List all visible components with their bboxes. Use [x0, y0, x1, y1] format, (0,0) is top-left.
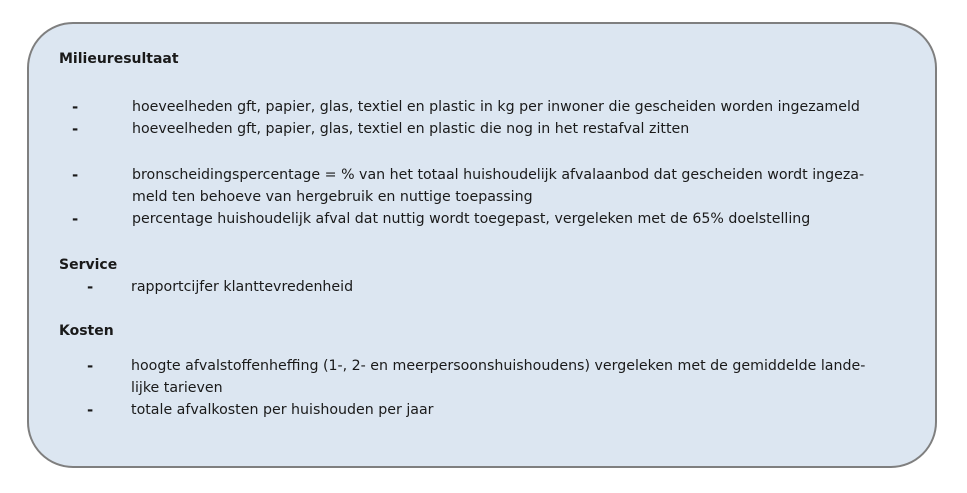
section-heading-milieuresultaat: Milieuresultaat: [59, 51, 179, 67]
list-item-bullet: -: [72, 120, 79, 138]
list-item-bullet: -: [72, 98, 79, 116]
list-item-bullet: -: [87, 278, 94, 296]
list-item-text-continued: lijke tarieven: [131, 380, 223, 396]
list-item-text-continued: meld ten behoeve van hergebruik en nuttige toepassing: [132, 189, 533, 205]
list-item-bullet: -: [72, 166, 79, 184]
list-item-text: totale afvalkosten per huishouden per jaar: [131, 402, 434, 418]
section-heading-kosten: Kosten: [59, 323, 114, 339]
list-item-bullet: -: [72, 210, 79, 228]
section-heading-service: Service: [59, 257, 118, 273]
list-item-text: bronscheidingspercentage = % van het totaal huishoudelijk afvalaanbod dat gescheiden wordt ingeza-: [132, 167, 865, 183]
list-item-text: percentage huishoudelijk afval dat nuttig wordt toegepast, vergeleken met de 65% doelstelling: [132, 211, 811, 227]
list-item-text: hoeveelheden gft, papier, glas, textiel en plastic die nog in het restafval zitten: [132, 121, 690, 137]
list-item-text: rapportcijfer klanttevredenheid: [131, 279, 354, 295]
list-item-bullet: -: [87, 401, 94, 419]
list-item-text: hoeveelheden gft, papier, glas, textiel en plastic in kg per inwoner die gescheiden worden ingezameld: [132, 99, 860, 115]
list-item-bullet: -: [87, 357, 94, 375]
list-item-text: hoogte afvalstoffenheffing (1-, 2- en meerpersoonshuishoudens) vergeleken met de gemiddelde lande-: [131, 358, 866, 374]
